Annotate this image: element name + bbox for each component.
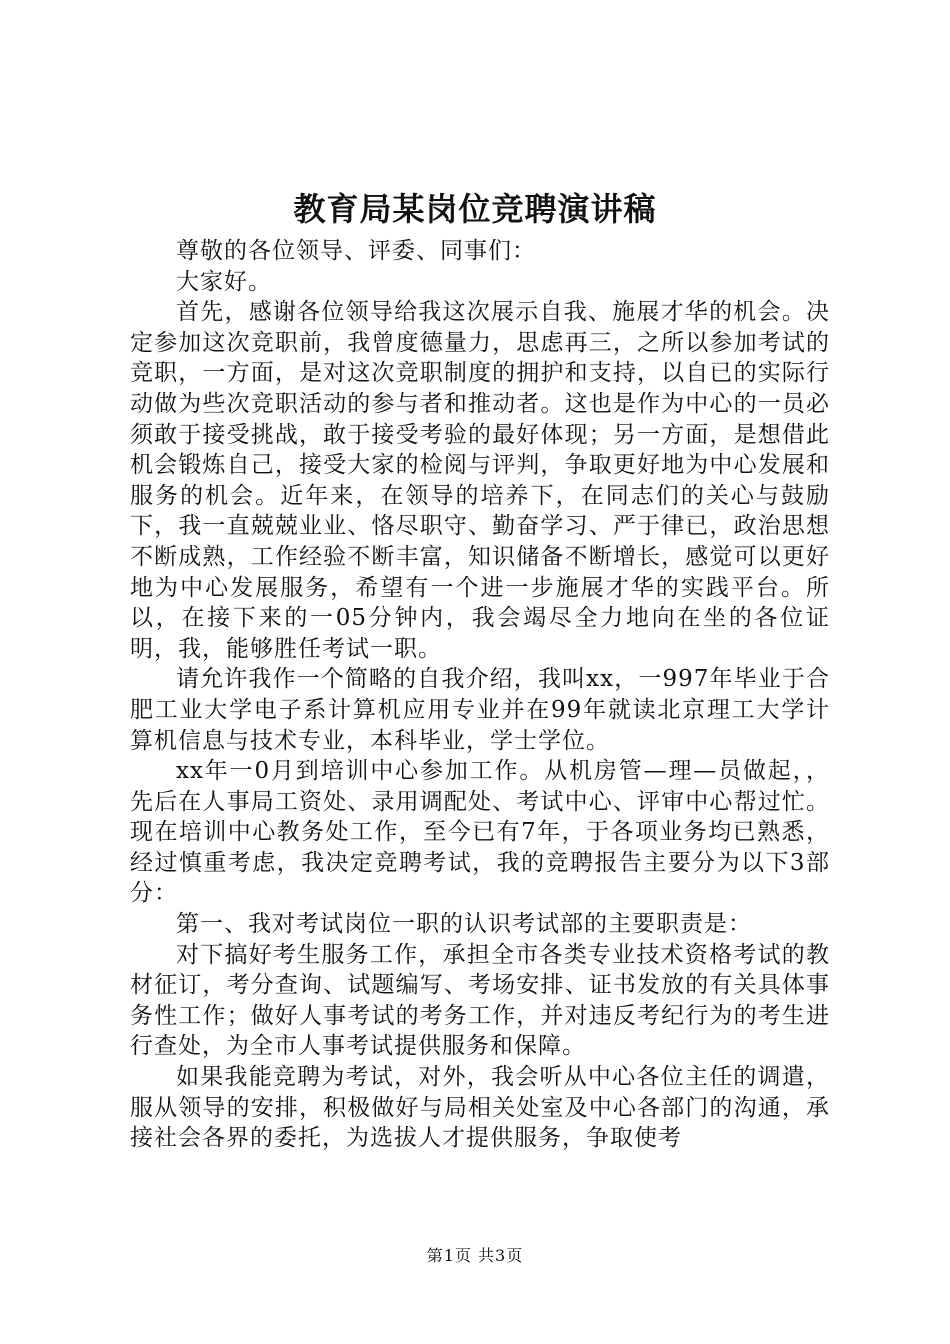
paragraph-salutation: 尊敬的各位领导、评委、同事们： bbox=[176, 238, 536, 264]
paragraph-work-history: xx年一0月到培训中心参加工作。从机房管—理—员做起，，先后在人事局工资处、录用调配处、考试中心、评审中心帮过忙。现在培训中心教务处工作，至今已有7年，于各项业务均已熟悉，经过慎重考虑，我决定竞聘考试，我的竞聘报告主要分为以下3部分： bbox=[130, 758, 830, 907]
paragraph-section-one-heading: 第一、我对考试岗位一职的认识考试部的主要职责是： bbox=[176, 911, 752, 938]
paragraph-self-introduction: 请允许我作一个简略的自我介绍，我叫xx，一997年毕业于合肥工业大学电子系计算机应用专业并在99年就读北京理工大学计算机信息与技术专业，本科毕业，学士学位。 bbox=[130, 666, 830, 754]
paragraph-greeting: 大家好。 bbox=[176, 268, 272, 295]
paragraph-opening: 首先，感谢各位领导给我这次展示自我、施展才华的机会。决定参加这次竞职前，我曾度德量力，思虑再三，之所以参加考试的竞职，一方面，是对这次竞职制度的拥护和支持，以自已的实际行动做为些次竞职活动的参与者和推动者。这也是作为中心的一员必须敢于接受挑战，敢于接受考验的最好体现；另一方面，是想借此机会锻炼自己，接受大家的检阅与评判，争取更好地为中心发展和服务的机会。近年来，在领导的培养下，在同志们的关心与鼓励下，我一直兢兢业业、恪尽职守、勤奋学习、严于律已，政治思想不断成熟，工作经验不断丰富，知识储备不断增长，感觉可以更好地为中心发展服务，希望有一个进一步施展才华的实践平台。所以，在接下来的一05分钟内，我会竭尽全力地向在坐的各位证明，我，能够胜任考试一职。 bbox=[130, 299, 830, 662]
document-body bbox=[130, 236, 830, 1154]
page-number-footer: 第1页 共3页 bbox=[426, 1246, 524, 1265]
document-title: 教育局某岗位竞聘演讲稿 bbox=[293, 190, 657, 228]
paragraph-duties: 对下搞好考生服务工作，承担全市各类专业技术资格考试的教材征订，考分查询、试题编写、考场安排、证书发放的有关具体事务性工作；做好人事考试的考务工作，并对违反考纪行为的考生进行查处，为全市人事考试提供服务和保障。 bbox=[130, 941, 830, 1060]
paragraph-plan: 如果我能竞聘为考试，对外，我会听从中心各位主任的调遣，服从领导的安排，积极做好与局相关处室及中心各部门的沟通，承接社会各界的委托，为选拔人才提供服务，争取使考 bbox=[130, 1064, 830, 1152]
